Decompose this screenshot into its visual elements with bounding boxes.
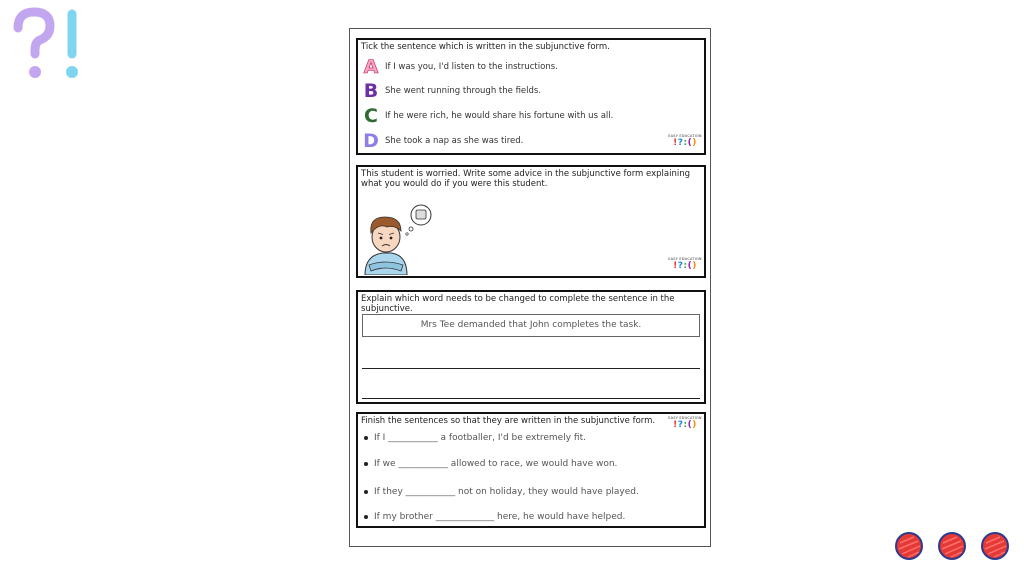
example-sentence: Mrs Tee demanded that John completes the task.	[362, 314, 700, 337]
option-text-c: If he were rich, he would share his fortune with us all.	[385, 111, 614, 121]
list-item	[364, 459, 617, 469]
list-item-text: If we ___________ allowed to race, we would have won.	[374, 459, 618, 469]
option-text-d: She took a nap as she was tired.	[385, 136, 524, 146]
activity-3-prompt: Explain which word needs to be changed to complete the sentence in the subjunctive.	[361, 294, 675, 314]
brand-logo	[668, 134, 702, 150]
bullet-dot	[364, 462, 368, 466]
scribble-dot-icon	[937, 531, 967, 561]
brand-glyphs-2: !?:()	[673, 261, 697, 271]
brand-label-2: EASY EDUCATION	[668, 257, 702, 261]
list-item	[364, 433, 586, 443]
answer-line-1[interactable]	[362, 368, 700, 369]
worksheet	[349, 28, 711, 547]
list-item-text: If my brother _____________ here, he would have helped.	[374, 512, 626, 522]
option-letter-c: C	[364, 105, 378, 127]
brand-logo-4	[668, 416, 702, 432]
brand-label: EASY EDUCATION	[668, 134, 702, 138]
activity-2-box	[356, 165, 706, 278]
option-a[interactable]	[361, 57, 558, 77]
activity-3-box	[356, 290, 706, 404]
option-letter-a: A	[363, 56, 379, 78]
brand-logo-2	[668, 257, 702, 273]
brand-glyphs: !?:()	[673, 138, 697, 148]
activity-1-prompt: Tick the sentence which is written in the subjunctive form.	[361, 42, 610, 52]
option-text-b: She went running through the fields.	[385, 86, 542, 96]
question-exclamation-icon	[10, 6, 90, 82]
list-item	[364, 487, 639, 497]
corner-dots	[894, 531, 1010, 561]
list-item-text: If I ___________ a footballer, I'd be extremely fit.	[374, 433, 586, 443]
activity-2-prompt: This student is worried. Write some advice in the subjunctive form explaining what you would do if you were this student.	[361, 169, 690, 189]
bullet-dot	[364, 436, 368, 440]
bullet-dot	[364, 515, 368, 519]
option-b[interactable]	[361, 81, 541, 101]
option-text-a: If I was you, I'd listen to the instructions.	[385, 62, 558, 72]
bullet-dot	[364, 490, 368, 494]
list-item	[364, 512, 625, 522]
activity-4-box	[356, 412, 706, 528]
scribble-dot-icon	[980, 531, 1010, 561]
activity-1-box	[356, 38, 706, 155]
option-letter-b: B	[363, 80, 379, 102]
worried-student-illustration	[361, 203, 439, 275]
option-letter-d: D	[363, 130, 379, 152]
option-d[interactable]	[361, 131, 523, 151]
list-item-text: If they ___________ not on holiday, they would have played.	[374, 487, 639, 497]
answer-line-2[interactable]	[362, 398, 700, 399]
brand-glyphs-4: !?:()	[673, 420, 697, 430]
brand-label-4: EASY EDUCATION	[668, 416, 702, 420]
activity-4-prompt: Finish the sentences so that they are written in the subjunctive form.	[361, 416, 656, 426]
scribble-dot-icon	[894, 531, 924, 561]
option-c[interactable]	[361, 106, 613, 126]
